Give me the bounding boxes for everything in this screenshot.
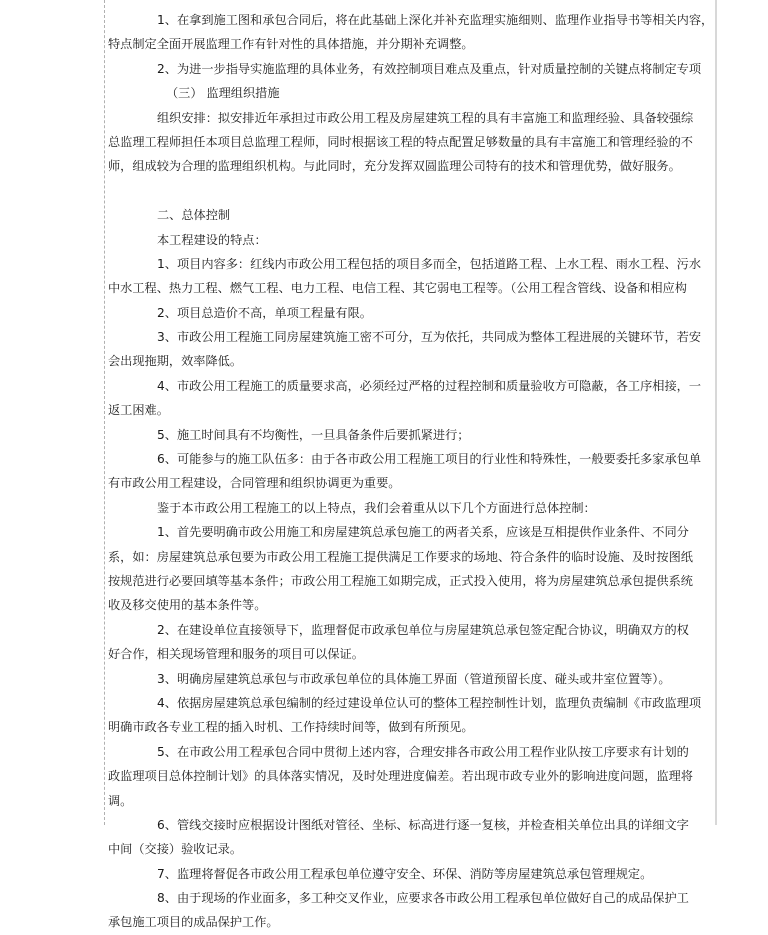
paragraph-first-line: 2、在建设单位直接领导下，监理督促市政承包单位与房屋建筑总承包签定配合协议，明确双方的权 xyxy=(157,622,689,637)
paragraph-continuation-line: 政监理项目总体控制计划》的具体落实情况，及时处理进度偏差。若出现市政专业外的影响进度问题，监理将 xyxy=(108,769,693,784)
paragraph-continuation-line: 总监理工程师担任本项目总监理工程师，同时根据该工程的特点配置足够数量的具有丰富施工和管理经验的不 xyxy=(108,134,693,149)
left-margin-guide xyxy=(104,0,105,825)
paragraph-first-line: 组织安排：拟安排近年承担过市政公用工程及房屋建筑工程的具有丰富施工和监理经验、具备较强综 xyxy=(157,110,694,125)
blank-line xyxy=(108,179,768,203)
paragraph-continuation-line: 有市政公用工程建设，合同管理和组织协调更为重要。 xyxy=(108,476,401,491)
paragraph-first-line: 2、为进一步指导实施监理的具体业务，有效控制项目难点及重点，针对质量控制的关键点将制定专项 xyxy=(157,61,702,76)
paragraph-continuation-line: 师，组成较为合理的监理组织机构。与此同时，充分发挥双圆监理公司特有的技术和管理优势，做好服务。 xyxy=(108,159,681,174)
paragraph-first-line: 8、由于现场的作业面多，多工种交叉作业，应要求各市政公用工程承包单位做好自己的成品保护工 xyxy=(157,891,689,906)
paragraph-first-line: 本工程建设的特点： xyxy=(157,232,267,247)
paragraph-first-line: 2、项目总造价不高，单项工程量有限。 xyxy=(157,305,372,320)
paragraph-continuation-line: 会出现拖期，效率降低。 xyxy=(108,354,243,369)
paragraph-continuation-line: 承包施工项目的成品保护工作。 xyxy=(108,915,279,930)
paragraph-continuation-line: 返工困难。 xyxy=(108,403,169,418)
paragraph-first-line: 6、管线交接时应根据设计图纸对管径、坐标、标高进行逐一复核，并检查相关单位出具的详细文字 xyxy=(157,817,689,832)
paragraph-first-line: 二、总体控制 xyxy=(157,208,231,223)
paragraph-continuation-line: 调。 xyxy=(108,793,133,808)
paragraph-first-line: 3、明确房屋建筑总承包与市政承包单位的具体施工界面（管道预留长度、碰头或井室位置等）。 xyxy=(157,671,671,686)
paragraph-continuation-line: 中间（交接）验收记录。 xyxy=(108,842,243,857)
paragraph-continuation-line: 系，如：房屋建筑总承包要为市政公用工程施工提供满足工作要求的场地、符合条件的临时设施、及时按图纸 xyxy=(108,549,693,564)
paragraph-continuation-line: 中水工程、热力工程、燃气工程、电力工程、电信工程、其它弱电工程等。（公用工程含管线、设备和相应构 xyxy=(108,281,687,296)
paragraph-first-line: 5、施工时间具有不均衡性，一旦具备条件后要抓紧进行； xyxy=(157,427,470,442)
paragraph-first-line: 3、市政公用工程施工同房屋建筑施工密不可分，互为依托，共同成为整体工程进展的关键环节，若安 xyxy=(157,330,702,345)
paragraph-continuation-line: 按规范进行必要回填等基本条件；市政公用工程施工如期完成，正式投入使用，将为房屋建筑总承包提供系统 xyxy=(108,573,693,588)
paragraph-first-line: 1、在拿到施工图和承包合同后，将在此基础上深化并补充监理实施细则、监理作业指导书等相关内容， xyxy=(157,13,714,27)
paragraph-first-line: （三） 监理组织措施 xyxy=(166,86,280,101)
paragraph-continuation-line: 明确市政各专业工程的插入时机、工作持续时间等，做到有所预见。 xyxy=(108,720,474,735)
paragraph-first-line: 1、项目内容多：红线内市政公用工程包括的项目多而全，包括道路工程、上水工程、雨水工程、污水 xyxy=(157,256,702,271)
paragraph-first-line: 7、监理将督促各市政公用工程承包单位遵守安全、环保、消防等房屋建筑总承包管理规定。 xyxy=(157,866,653,881)
paragraph-first-line: 4、依据房屋建筑总承包编制的经过建设单位认可的整体工程控制性计划，监理负责编制《市政监理项 xyxy=(157,695,702,710)
paragraph-first-line: 4、市政公用工程施工的质量要求高，必须经过严格的过程控制和质量验收方可隐蔽，各工序相接，一 xyxy=(157,378,702,393)
paragraph-first-line: 1、首先要明确市政公用施工和房屋建筑总承包施工的两者关系，应该是互相提供作业条件、不同分 xyxy=(157,525,689,540)
paragraph-first-line: 6、可能参与的施工队伍多：由于各市政公用工程施工项目的行业性和特殊性，一般要委托多家承包单 xyxy=(157,452,702,467)
paragraph-continuation-line: 特点制定全面开展监理工作有针对性的具体措施，并分期补充调整。 xyxy=(108,37,474,52)
paragraph-continuation-line: 收及移交使用的基本条件等。 xyxy=(108,598,267,613)
paragraph-first-line: 鉴于本市政公用工程施工的以上特点，我们会着重从以下几个方面进行总体控制： xyxy=(157,500,596,515)
paragraph-first-line: 5、在市政公用工程承包合同中贯彻上述内容，合理安排各市政公用工程作业队按工序要求有计划的 xyxy=(157,744,689,759)
document-body xyxy=(108,8,768,935)
paragraph-continuation-line: 好合作，相关现场管理和服务的项目可以保证。 xyxy=(108,647,364,662)
